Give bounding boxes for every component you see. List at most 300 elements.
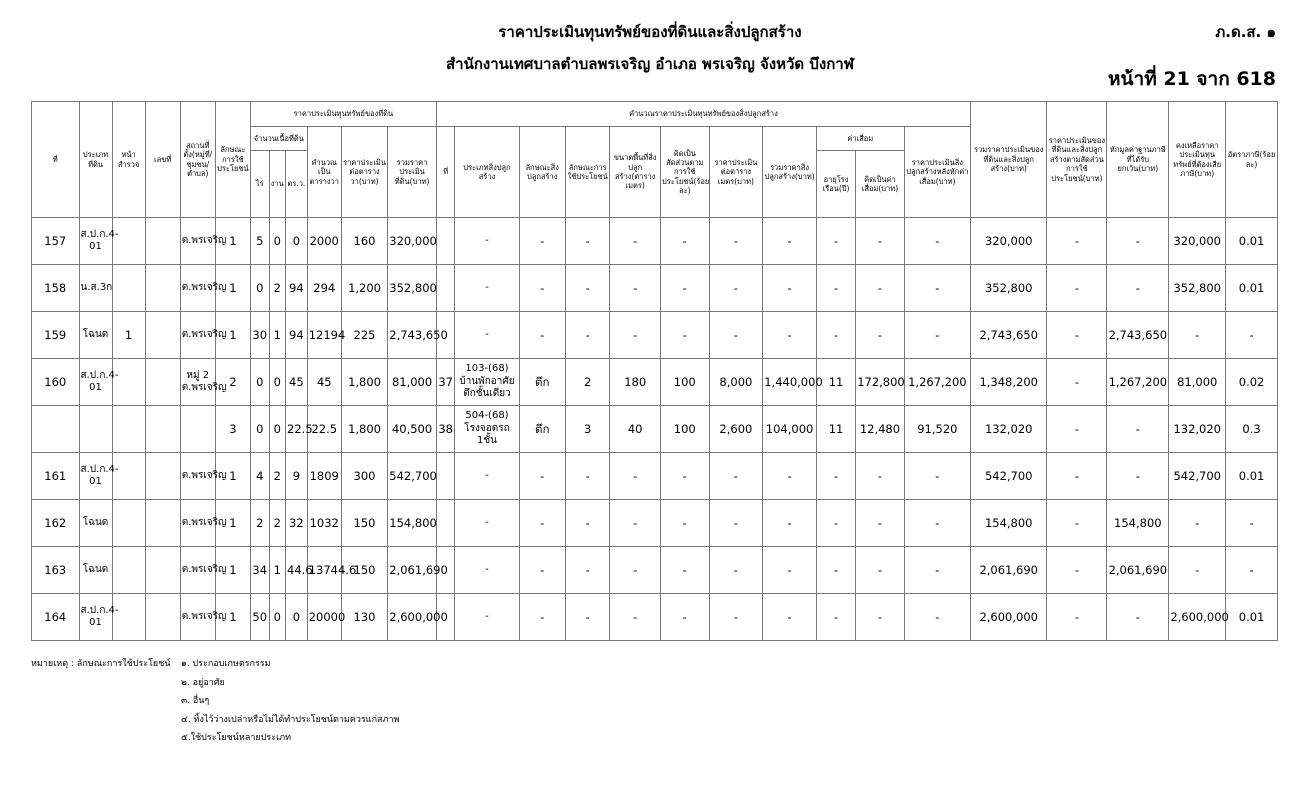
table-cell: - bbox=[1047, 594, 1107, 641]
table-cell: - bbox=[709, 500, 763, 547]
table-cell: 180 bbox=[610, 359, 661, 406]
table-cell: - bbox=[709, 594, 763, 641]
table-cell: 1 bbox=[215, 547, 250, 594]
table-cell: - bbox=[816, 547, 855, 594]
col-usage: ลักษณะการใช้ประโยชน์ bbox=[215, 102, 250, 218]
col-sum-all: รวมราคาประเมินของที่ดินและสิ่งปลูกสร้าง(บาท) bbox=[971, 102, 1047, 218]
table-cell: 13744.6 bbox=[307, 547, 341, 594]
table-cell: - bbox=[610, 594, 661, 641]
table-cell: 163 bbox=[32, 547, 80, 594]
table-cell: - bbox=[565, 312, 609, 359]
table-cell: 3 bbox=[565, 406, 609, 453]
table-row bbox=[32, 218, 1278, 265]
table-cell: 164 bbox=[32, 594, 80, 641]
table-row bbox=[32, 453, 1278, 500]
table-cell: 100 bbox=[660, 359, 709, 406]
table-cell: 0 bbox=[250, 359, 269, 406]
table-cell: 1,348,200 bbox=[971, 359, 1047, 406]
table-cell: ต.พรเจริญ bbox=[180, 265, 215, 312]
table-cell bbox=[145, 265, 180, 312]
table-cell: 94 bbox=[286, 265, 308, 312]
table-cell: - bbox=[856, 594, 905, 641]
col-location: สถานที่ตั้ง(หมู่ที่/ชุมชน/ตำบล) bbox=[180, 102, 215, 218]
table-cell: - bbox=[660, 265, 709, 312]
col-bldg-area: ขนาดพื้นที่สิ่งปลูกสร้าง(ตารางเมตร) bbox=[610, 127, 661, 218]
table-cell: - bbox=[660, 453, 709, 500]
table-cell: หมู่ 2 ต.พรเจริญ bbox=[180, 359, 215, 406]
table-cell: 1 bbox=[215, 218, 250, 265]
table-cell: 0 bbox=[269, 218, 286, 265]
table-cell: 0 bbox=[286, 218, 308, 265]
table-cell: 0.01 bbox=[1226, 218, 1278, 265]
table-cell: - bbox=[1047, 500, 1107, 547]
table-cell: 0 bbox=[269, 406, 286, 453]
table-cell: 2 bbox=[565, 359, 609, 406]
table-cell: 1,200 bbox=[341, 265, 387, 312]
table-cell: 1 bbox=[269, 312, 286, 359]
table-cell: - bbox=[1047, 547, 1107, 594]
table-cell: 45 bbox=[307, 359, 341, 406]
table-cell: 2,600,000 bbox=[388, 594, 437, 641]
table-cell: - bbox=[519, 265, 565, 312]
document-subtitle: สำนักงานเทศบาลตำบลพรเจริญ อำเภอ พรเจริญ จังหวัด บึงกาฬ bbox=[446, 55, 854, 73]
table-cell: 11 bbox=[816, 406, 855, 453]
table-cell bbox=[145, 500, 180, 547]
table-cell bbox=[112, 594, 145, 641]
table-cell: 50 bbox=[250, 594, 269, 641]
table-cell: 3 bbox=[215, 406, 250, 453]
table-cell: - bbox=[455, 500, 519, 547]
table-cell: - bbox=[904, 453, 970, 500]
table-cell bbox=[112, 406, 145, 453]
table-cell: - bbox=[709, 312, 763, 359]
table-cell: 34 bbox=[250, 547, 269, 594]
table-cell: - bbox=[565, 594, 609, 641]
table-cell: 9 bbox=[286, 453, 308, 500]
table-cell: - bbox=[763, 312, 817, 359]
footnote-prefix: หมายเหตุ : ลักษณะการใช้ประโยชน์ bbox=[31, 659, 171, 669]
table-cell: - bbox=[1226, 500, 1278, 547]
table-cell: - bbox=[904, 547, 970, 594]
table-cell: 172,800 bbox=[856, 359, 905, 406]
table-cell: 11 bbox=[816, 359, 855, 406]
col-taxable: คงเหลือราคาประเมินทุนทรัพย์ที่ต้องเสียภาษี(บาท) bbox=[1169, 102, 1226, 218]
table-cell: 1 bbox=[215, 500, 250, 547]
col-proportional: ราคาประเมินของที่ดินและสิ่งปลูกสร้างตามสัดส่วนการใช้ประโยชน์(บาท) bbox=[1047, 102, 1107, 218]
table-cell: โฉนด bbox=[79, 500, 112, 547]
col-no: ที่ bbox=[32, 102, 80, 218]
table-cell: 8,000 bbox=[709, 359, 763, 406]
table-cell: - bbox=[816, 453, 855, 500]
table-cell: 161 bbox=[32, 453, 80, 500]
table-row bbox=[32, 312, 1278, 359]
col-price-sqwa: ราคาประเมินต่อตารางวา(บาท) bbox=[341, 127, 387, 218]
table-cell: 352,800 bbox=[1169, 265, 1226, 312]
table-cell: - bbox=[1047, 218, 1107, 265]
building-group-header: คำนวณราคาประเมินทุนทรัพย์ของสิ่งปลูกสร้าง bbox=[436, 102, 970, 127]
table-cell: 0.02 bbox=[1226, 359, 1278, 406]
table-cell: 352,800 bbox=[388, 265, 437, 312]
land-group-header: ราคาประเมินทุนทรัพย์ของที่ดิน bbox=[250, 102, 436, 127]
table-cell: 1 bbox=[215, 312, 250, 359]
table-cell: 91,520 bbox=[904, 406, 970, 453]
table-cell: - bbox=[455, 594, 519, 641]
table-cell: - bbox=[904, 594, 970, 641]
col-land-total: รวมราคาประเมินที่ดิน(บาท) bbox=[388, 127, 437, 218]
table-cell: - bbox=[519, 453, 565, 500]
table-cell: - bbox=[610, 265, 661, 312]
table-cell: 2,600,000 bbox=[1169, 594, 1226, 641]
table-cell bbox=[112, 265, 145, 312]
table-cell: 37 bbox=[436, 359, 455, 406]
footnote-item: ๕.ใช้ประโยชน์หลายประเภท bbox=[181, 733, 292, 743]
table-cell: 1,267,200 bbox=[1107, 359, 1169, 406]
table-cell: - bbox=[709, 218, 763, 265]
table-cell bbox=[145, 359, 180, 406]
table-cell: - bbox=[519, 547, 565, 594]
table-cell: 0.01 bbox=[1226, 594, 1278, 641]
table-cell bbox=[436, 500, 455, 547]
table-cell: 154,800 bbox=[388, 500, 437, 547]
table-cell: 2,061,690 bbox=[1107, 547, 1169, 594]
table-cell: - bbox=[1047, 453, 1107, 500]
table-cell: 1,800 bbox=[341, 406, 387, 453]
table-cell bbox=[436, 218, 455, 265]
table-cell: 2,743,650 bbox=[388, 312, 437, 359]
col-bldg-usage: ลักษณะการใช้ประโยชน์ bbox=[565, 127, 609, 218]
table-cell: - bbox=[816, 265, 855, 312]
col-depreciation: คิดเป็นค่าเสื่อม(บาท) bbox=[856, 151, 905, 218]
table-cell bbox=[436, 265, 455, 312]
table-cell: - bbox=[709, 453, 763, 500]
table-cell: 132,020 bbox=[971, 406, 1047, 453]
table-cell: - bbox=[565, 500, 609, 547]
table-row bbox=[32, 359, 1278, 406]
table-cell: 2000 bbox=[307, 218, 341, 265]
document-title: ราคาประเมินทุนทรัพย์ของที่ดินและสิ่งปลูกสร้าง bbox=[498, 23, 802, 41]
col-rai: ไร่ bbox=[250, 151, 269, 218]
table-cell: - bbox=[565, 453, 609, 500]
assessment-table bbox=[31, 101, 1278, 641]
table-cell: 44.6 bbox=[286, 547, 308, 594]
table-cell: ส.ป.ก.4-01 bbox=[79, 594, 112, 641]
table-cell: - bbox=[610, 312, 661, 359]
table-cell: - bbox=[519, 594, 565, 641]
table-cell: - bbox=[1226, 312, 1278, 359]
table-cell: 12194 bbox=[307, 312, 341, 359]
table-cell: - bbox=[455, 265, 519, 312]
table-cell: - bbox=[856, 265, 905, 312]
table-cell: - bbox=[660, 547, 709, 594]
col-bldg-kind: ลักษณะสิ่งปลูกสร้าง bbox=[519, 127, 565, 218]
table-cell: 132,020 bbox=[1169, 406, 1226, 453]
table-cell: - bbox=[455, 312, 519, 359]
table-cell: - bbox=[660, 312, 709, 359]
table-cell: - bbox=[763, 453, 817, 500]
table-cell: 40,500 bbox=[388, 406, 437, 453]
table-cell: 0.3 bbox=[1226, 406, 1278, 453]
col-survey-page: หน้าสำรวจ bbox=[112, 102, 145, 218]
table-cell: - bbox=[519, 312, 565, 359]
page-number: หน้าที่ 21 จาก 618 bbox=[1108, 68, 1276, 90]
form-code: ภ.ด.ส. ๑ bbox=[1215, 23, 1276, 41]
table-row bbox=[32, 594, 1278, 641]
table-cell: 1032 bbox=[307, 500, 341, 547]
table-cell: - bbox=[816, 500, 855, 547]
table-cell: - bbox=[660, 594, 709, 641]
table-cell: ต.พรเจริญ bbox=[180, 594, 215, 641]
table-cell: - bbox=[565, 218, 609, 265]
table-cell: - bbox=[709, 265, 763, 312]
table-cell: ตึก bbox=[519, 359, 565, 406]
table-cell: - bbox=[763, 547, 817, 594]
table-cell: - bbox=[904, 500, 970, 547]
table-cell: 100 bbox=[660, 406, 709, 453]
table-cell: - bbox=[856, 218, 905, 265]
table-cell: 150 bbox=[341, 547, 387, 594]
col-age: อายุโรงเรือน(ปี) bbox=[816, 151, 855, 218]
table-row bbox=[32, 265, 1278, 312]
table-cell: - bbox=[1107, 453, 1169, 500]
table-cell: - bbox=[904, 312, 970, 359]
table-cell: 81,000 bbox=[388, 359, 437, 406]
table-cell: 2,743,650 bbox=[971, 312, 1047, 359]
table-cell: - bbox=[856, 547, 905, 594]
table-cell: ส.ป.ก.4-01 bbox=[79, 359, 112, 406]
table-cell: 12,480 bbox=[856, 406, 905, 453]
col-bldg-no: ที่ bbox=[436, 127, 455, 218]
table-cell: - bbox=[856, 500, 905, 547]
table-cell: - bbox=[763, 218, 817, 265]
col-bldg-type: ประเภทสิ่งปลูกสร้าง bbox=[455, 127, 519, 218]
table-cell: - bbox=[1107, 218, 1169, 265]
table-cell: - bbox=[519, 500, 565, 547]
table-cell: 2 bbox=[250, 500, 269, 547]
table-cell: - bbox=[455, 547, 519, 594]
table-cell bbox=[180, 406, 215, 453]
table-cell: 2 bbox=[269, 500, 286, 547]
footnote-item: ๔. ทิ้งไว้ว่างเปล่าหรือไม่ได้ทำประโยชน์ตามควรแก่สภาพ bbox=[181, 714, 400, 725]
table-cell: - bbox=[816, 312, 855, 359]
table-cell: 0 bbox=[269, 359, 286, 406]
table-cell: ต.พรเจริญ bbox=[180, 218, 215, 265]
table-cell: - bbox=[904, 265, 970, 312]
table-cell bbox=[145, 218, 180, 265]
table-cell: 320,000 bbox=[1169, 218, 1226, 265]
footnote-item: ๓. อื่นๆ bbox=[181, 696, 210, 706]
table-cell: - bbox=[1047, 406, 1107, 453]
table-cell: - bbox=[1169, 547, 1226, 594]
table-cell: - bbox=[1047, 359, 1107, 406]
table-cell: 45 bbox=[286, 359, 308, 406]
area-group-header: จำนวนเนื้อที่ดิน bbox=[250, 127, 307, 151]
table-cell: 160 bbox=[341, 218, 387, 265]
col-price-sqm: ราคาประเมินต่อตารางเมตร(บาท) bbox=[709, 127, 763, 218]
table-cell: - bbox=[763, 594, 817, 641]
col-bldg-percent: คิดเป็นสัดส่วนตามการใช้ประโยชน์(ร้อยละ) bbox=[660, 127, 709, 218]
table-cell: - bbox=[856, 312, 905, 359]
table-cell: ต.พรเจริญ bbox=[180, 453, 215, 500]
table-cell: 542,700 bbox=[971, 453, 1047, 500]
table-cell bbox=[32, 406, 80, 453]
table-cell: 38 bbox=[436, 406, 455, 453]
table-cell: 2,061,690 bbox=[971, 547, 1047, 594]
table-cell: 20000 bbox=[307, 594, 341, 641]
col-sqwa: คำนวณเป็นตารางวา bbox=[307, 127, 341, 218]
table-cell: 154,800 bbox=[1107, 500, 1169, 547]
table-cell: - bbox=[565, 265, 609, 312]
table-cell: 130 bbox=[341, 594, 387, 641]
table-cell: 1 bbox=[112, 312, 145, 359]
table-cell bbox=[145, 312, 180, 359]
table-cell: 300 bbox=[341, 453, 387, 500]
table-cell: 150 bbox=[341, 500, 387, 547]
table-cell: - bbox=[1047, 265, 1107, 312]
table-cell bbox=[145, 406, 180, 453]
table-cell: 2,061,690 bbox=[388, 547, 437, 594]
table-body bbox=[32, 218, 1278, 641]
table-cell: 103-(68) บ้านพักอาศัยตึกชั้นเดียว bbox=[455, 359, 519, 406]
table-cell: 81,000 bbox=[1169, 359, 1226, 406]
table-cell: 2,743,650 bbox=[1107, 312, 1169, 359]
table-cell: 504-(68) โรงจอดรถ 1ชั้น bbox=[455, 406, 519, 453]
table-cell: ตึก bbox=[519, 406, 565, 453]
table-cell: 30 bbox=[250, 312, 269, 359]
depreciation-group-header: ค่าเสื่อม bbox=[816, 127, 904, 151]
col-bldg-net: ราคาประเมินสิ่งปลูกสร้างหลังหักค่าเสื่อม(บาท) bbox=[904, 127, 970, 218]
col-number: เลขที่ bbox=[145, 102, 180, 218]
table-cell bbox=[145, 547, 180, 594]
table-cell: - bbox=[1107, 265, 1169, 312]
table-cell: 94 bbox=[286, 312, 308, 359]
table-cell: 0 bbox=[269, 594, 286, 641]
table-cell bbox=[145, 453, 180, 500]
table-cell: - bbox=[763, 500, 817, 547]
col-wa: ตร.ว. bbox=[286, 151, 308, 218]
col-bldg-total: รวมราคาสิ่งปลูกสร้าง(บาท) bbox=[763, 127, 817, 218]
table-cell: - bbox=[1107, 594, 1169, 641]
table-cell bbox=[79, 406, 112, 453]
table-cell: 1,440,000 bbox=[763, 359, 817, 406]
table-cell: ต.พรเจริญ bbox=[180, 547, 215, 594]
table-cell: โฉนด bbox=[79, 547, 112, 594]
table-cell: - bbox=[1107, 406, 1169, 453]
table-cell: - bbox=[610, 547, 661, 594]
table-cell: 154,800 bbox=[971, 500, 1047, 547]
table-cell: - bbox=[904, 218, 970, 265]
table-cell bbox=[145, 594, 180, 641]
table-cell: - bbox=[856, 453, 905, 500]
table-row bbox=[32, 547, 1278, 594]
table-cell: - bbox=[610, 453, 661, 500]
table-row bbox=[32, 500, 1278, 547]
table-cell: 0 bbox=[250, 406, 269, 453]
table-cell: 320,000 bbox=[388, 218, 437, 265]
table-cell: 352,800 bbox=[971, 265, 1047, 312]
table-cell: 2 bbox=[269, 453, 286, 500]
table-cell: - bbox=[610, 500, 661, 547]
table-cell: 1809 bbox=[307, 453, 341, 500]
col-ngan: งาน bbox=[269, 151, 286, 218]
table-cell: - bbox=[763, 265, 817, 312]
table-cell: - bbox=[816, 594, 855, 641]
table-cell: - bbox=[660, 218, 709, 265]
table-cell: 162 bbox=[32, 500, 80, 547]
table-cell: - bbox=[610, 218, 661, 265]
table-cell: 0.01 bbox=[1226, 453, 1278, 500]
table-cell bbox=[112, 453, 145, 500]
table-cell: 157 bbox=[32, 218, 80, 265]
table-cell: น.ส.3ก bbox=[79, 265, 112, 312]
table-cell: 4 bbox=[250, 453, 269, 500]
table-cell: 2 bbox=[215, 359, 250, 406]
table-cell: ส.ป.ก.4-01 bbox=[79, 218, 112, 265]
table-cell: ต.พรเจริญ bbox=[180, 312, 215, 359]
table-cell: 2 bbox=[269, 265, 286, 312]
table-row bbox=[32, 406, 1278, 453]
table-cell: - bbox=[660, 500, 709, 547]
table-cell: 22.5 bbox=[286, 406, 308, 453]
table-cell: 1,267,200 bbox=[904, 359, 970, 406]
table-cell: 0 bbox=[286, 594, 308, 641]
table-cell: 0.01 bbox=[1226, 265, 1278, 312]
col-exempt: หักมูลค่าฐานภาษีที่ได้รับยกเว้น(บาท) bbox=[1107, 102, 1169, 218]
table-cell bbox=[436, 453, 455, 500]
table-cell: 1,800 bbox=[341, 359, 387, 406]
table-cell: 104,000 bbox=[763, 406, 817, 453]
table-cell: 1 bbox=[215, 453, 250, 500]
col-tax-rate: อัตราภาษี(ร้อยละ) bbox=[1226, 102, 1278, 218]
table-cell: - bbox=[519, 218, 565, 265]
table-cell: 159 bbox=[32, 312, 80, 359]
table-cell: 2,600,000 bbox=[971, 594, 1047, 641]
table-cell bbox=[112, 547, 145, 594]
table-cell: 542,700 bbox=[388, 453, 437, 500]
table-cell: - bbox=[1226, 547, 1278, 594]
table-cell: 225 bbox=[341, 312, 387, 359]
table-cell: - bbox=[709, 547, 763, 594]
table-cell: 320,000 bbox=[971, 218, 1047, 265]
table-cell: 1 bbox=[215, 265, 250, 312]
table-cell: - bbox=[1169, 312, 1226, 359]
table-cell: 40 bbox=[610, 406, 661, 453]
table-cell: 0 bbox=[250, 265, 269, 312]
table-cell: - bbox=[816, 218, 855, 265]
table-cell: 2,600 bbox=[709, 406, 763, 453]
table-cell: 5 bbox=[250, 218, 269, 265]
table-cell: 160 bbox=[32, 359, 80, 406]
table-cell: - bbox=[455, 453, 519, 500]
table-cell: ต.พรเจริญ bbox=[180, 500, 215, 547]
table-cell bbox=[112, 218, 145, 265]
table-cell: 158 bbox=[32, 265, 80, 312]
col-land-type: ประเภทที่ดิน bbox=[79, 102, 112, 218]
table-cell: - bbox=[1047, 312, 1107, 359]
table-cell: 1 bbox=[215, 594, 250, 641]
table-cell: 32 bbox=[286, 500, 308, 547]
footnote-item: ๒. อยู่อาศัย bbox=[181, 677, 225, 688]
table-cell: 22.5 bbox=[307, 406, 341, 453]
table-cell bbox=[112, 500, 145, 547]
table-cell bbox=[112, 359, 145, 406]
table-cell: - bbox=[455, 218, 519, 265]
table-cell: ส.ป.ก.4-01 bbox=[79, 453, 112, 500]
table-cell: โฉนด bbox=[79, 312, 112, 359]
table-cell: - bbox=[565, 547, 609, 594]
footnote-item: ๑. ประกอบเกษตรกรรม bbox=[181, 659, 271, 669]
table-cell: 1 bbox=[269, 547, 286, 594]
table-cell: - bbox=[1169, 500, 1226, 547]
